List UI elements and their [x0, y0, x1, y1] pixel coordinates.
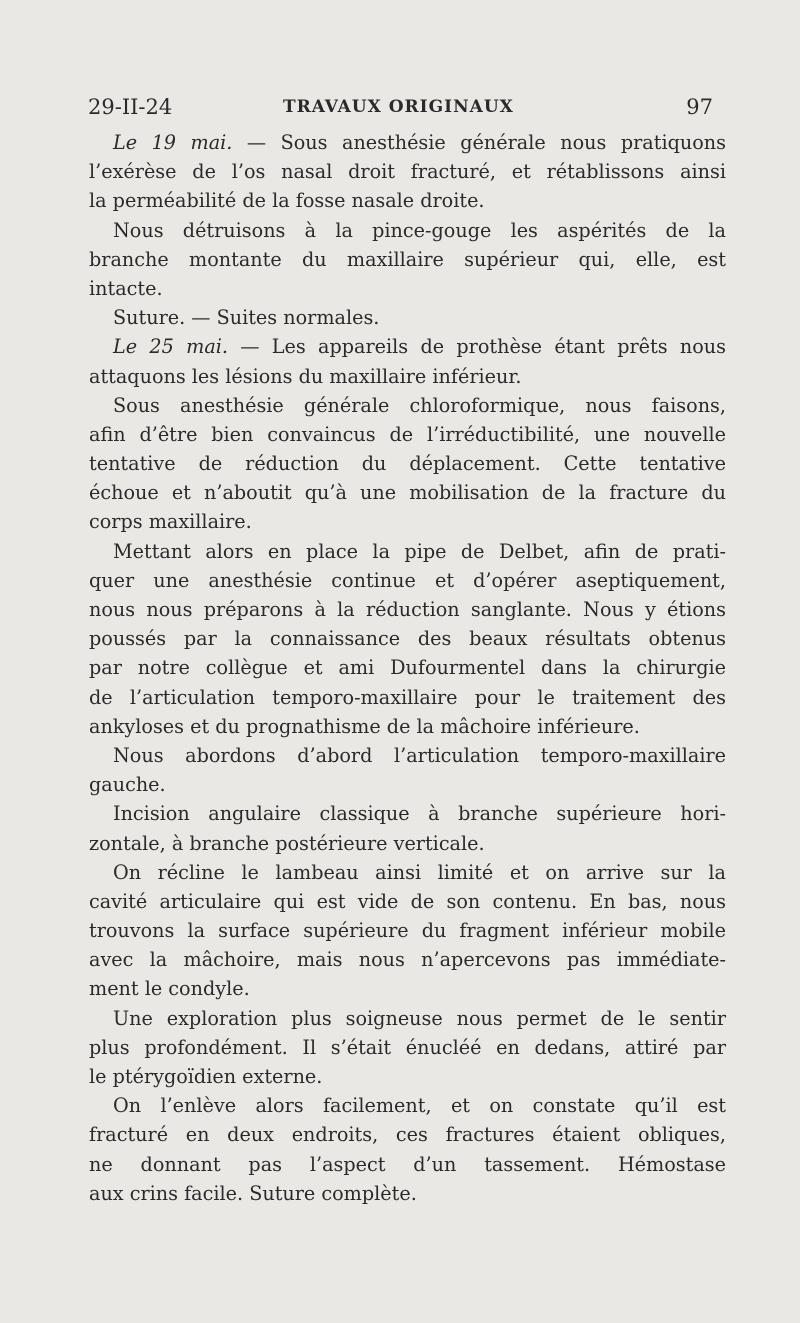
line-text: le ptérygoïdien externe. [89, 1065, 323, 1088]
text-line [89, 945, 726, 974]
line-text: l’exérèse de l’os nasal droit fracturé, et rétablissons ainsi [89, 160, 726, 184]
line-text: afin d’être bien convaincus de l’irréductibilité, une nouvelle [89, 422, 726, 446]
line-text: échoue et n’aboutit qu’à une mobilisation de la fracture du [89, 481, 726, 505]
line-text: par notre collègue et ami Dufourmentel dans la chirurgie [89, 656, 726, 680]
text-line [89, 332, 726, 361]
text-line [89, 537, 726, 566]
text-line [89, 1033, 726, 1062]
text-line [89, 1179, 726, 1208]
text-line [89, 1120, 726, 1149]
line-text: quer une anesthésie continue et d’opérer aseptiquement, [89, 568, 726, 592]
text-line [89, 712, 726, 741]
text-line [89, 624, 726, 653]
line-text: Mettant alors en place la pipe de Delbet, afin de prati- [113, 539, 726, 563]
text-line [89, 362, 726, 391]
line-text: tentative de réduction du déplacement. Cette tentative [89, 452, 726, 476]
line-text: cavité articulaire qui est vide de son contenu. En bas, nous [89, 889, 726, 913]
text-line [89, 420, 726, 449]
line-text: nous nous préparons à la réduction sanglante. Nous y étions [89, 598, 726, 621]
text-line [89, 245, 726, 274]
text-line [89, 1004, 726, 1033]
line-text: ne donnant pas l’aspect d’un tassement. Hémostase [89, 1152, 726, 1176]
page-number: 97 [686, 95, 713, 119]
text-line [89, 829, 726, 858]
text-line [89, 653, 726, 682]
line-text: attaquons les lésions du maxillaire inférieur. [89, 364, 522, 388]
line-text: — Les appareils de prothèse étant prêts nous [228, 335, 726, 359]
text-line [89, 683, 726, 712]
line-text: On récline le lambeau ainsi limité et on arrive sur la [113, 860, 726, 884]
header-date: 29-II-24 [88, 95, 173, 119]
text-line [89, 799, 726, 828]
line-text: Nous abordons d’abord l’articulation temporo-maxillaire [113, 743, 726, 767]
line-text: de l’articulation temporo-maxillaire pour le traitement des [89, 685, 726, 709]
text-line [89, 741, 726, 770]
text-line [89, 449, 726, 478]
date-heading: Le 19 mai. [113, 131, 233, 154]
line-text: branche montante du maxillaire supérieur qui, elle, est [89, 247, 726, 271]
line-text: Nous détruisons à la pince-gouge les aspérités de la [113, 218, 726, 242]
section-title: TRAVAUX ORIGINAUX [283, 97, 514, 117]
line-text: corps maxillaire. [89, 510, 252, 534]
text-line [89, 974, 726, 1003]
text-line [89, 595, 726, 624]
body-text [89, 128, 726, 1208]
text-line [89, 1150, 726, 1179]
line-text: gauche. [89, 773, 166, 797]
line-text: poussés par la connaissance des beaux résultats obtenus [89, 627, 726, 651]
text-line [89, 478, 726, 507]
text-line [89, 770, 726, 799]
text-line [89, 887, 726, 916]
text-line [89, 186, 726, 215]
line-text: zontale, à branche postérieure verticale. [89, 831, 485, 855]
line-text: On l’enlève alors facilement, et on constate qu’il est [113, 1094, 726, 1118]
text-line [89, 128, 726, 157]
line-text: la perméabilité de la fosse nasale droite. [89, 189, 485, 213]
line-text: intacte. [89, 276, 163, 300]
line-text: trouvons la surface supérieure du fragment inférieur mobile [89, 919, 726, 943]
text-line [89, 391, 726, 420]
line-text: Suture. — Suites normales. [113, 306, 380, 330]
line-text: Une exploration plus soigneuse nous permet de le sentir [113, 1006, 726, 1030]
line-text: aux crins facile. Suture complète. [89, 1181, 417, 1205]
text-line [89, 858, 726, 887]
line-text: avec la mâchoire, mais nous n’apercevons pas immédiate- [89, 948, 726, 972]
line-text: plus profondément. Il s’était énucléé en dedans, attiré par [89, 1035, 726, 1059]
line-text: fracturé en deux endroits, ces fractures étaient obliques, [89, 1123, 726, 1147]
text-line [89, 216, 726, 245]
text-line [89, 916, 726, 945]
line-text: Sous anesthésie générale chloroformique, nous faisons, [113, 393, 726, 417]
text-line [89, 1091, 726, 1120]
text-line [89, 566, 726, 595]
text-line [89, 1062, 726, 1091]
text-line [89, 274, 726, 303]
text-line [89, 157, 726, 186]
text-line [89, 507, 726, 536]
text-line [89, 303, 726, 332]
line-text: — Sous anesthésie générale nous pratiquons [232, 131, 726, 154]
running-head [88, 90, 713, 124]
date-heading: Le 25 mai. [113, 335, 228, 359]
line-text: Incision angulaire classique à branche supérieure hori- [113, 802, 726, 826]
line-text: ment le condyle. [89, 977, 250, 1001]
line-text: ankyloses et du prognathisme de la mâchoire inférieure. [89, 714, 640, 738]
